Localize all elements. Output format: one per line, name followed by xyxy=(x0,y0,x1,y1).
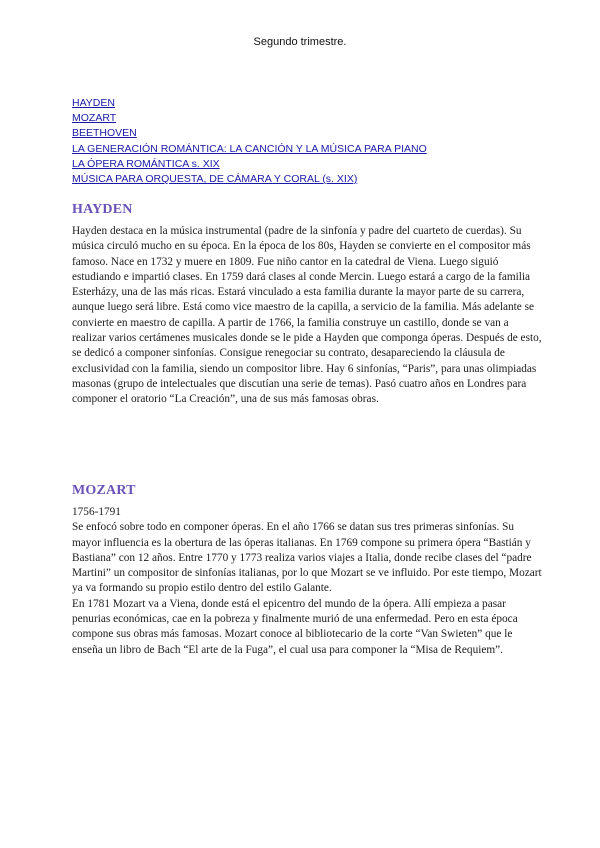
paragraph: Hayden destaca en la música instrumental (padre de la sinfonía y padre del cuarteto de cuerdas). Su música circuló mucho en su época. En la época de los 80s, Hayden se convierte en el compositor más famoso. Nace en 1732 y muere en 1809. Fue niño cantor en la catedral de Viena. Luego siguió estudiando e impartió clases. En 1759 dará clases al conde Mercin. Luego estará a cargo de la familia Esterházy, una de las más ricas. Estará vinculado a esta familia durante la mayor parte de su carrera, aunque luego será libre. Está como vice maestro de la capilla, a servicio de la familia. Más adelante se convierte en maestro de capilla. A partir de 1766, la familia construye un castillo, donde se van a realizar varios certámenes musicales donde se le pide a Hayden que componga óperas. Después de esto, se dedicó a componer sinfonías. Consigue renegociar su contrato, desapareciendo la cláusula de exclusividad con la familia, siendo un compositor libre. Hay 6 sinfonías, “Paris”, para unas olimpiadas masonas (grupo de intelectuales que discutían una serie de temas). Pasó cuatro años en Londres para componer el oratorio “La Creación”, una de sus más famosas obras. xyxy=(72,225,542,406)
page-header: Segundo trimestre. xyxy=(253,36,347,48)
toc-item xyxy=(72,96,427,111)
toc-item xyxy=(72,142,427,157)
toc-link-mozart[interactable]: MOZART xyxy=(72,112,117,125)
table-of-contents xyxy=(72,96,427,187)
toc-link-opera-romantica[interactable]: LA ÓPERA ROMÁNTICA s. XIX xyxy=(72,157,220,170)
section-title-mozart: MOZART xyxy=(72,483,136,498)
toc-item xyxy=(72,172,427,187)
paragraph: Se enfocó sobre todo en componer óperas. En el año 1766 se datan sus tres primeras sinfonías. Su mayor influencia es la obertura de las óperas italianas. En 1769 compone su primera ópera “Bastián y Bastiana” con 12 años. Entre 1770 y 1773 realiza varios viajes a Italia, donde recibe clases del “padre Martini” un compositor de sinfonías italianas, por lo que Mozart se ve influido. Por este tiempo, Mozart ya va formando su propio estilo dentro del estilo Galante. xyxy=(72,521,542,595)
dates-line: 1756-1791 xyxy=(72,506,121,518)
section-body-mozart xyxy=(72,505,542,658)
toc-link-musica-orquesta[interactable]: MÚSICA PARA ORQUESTA, DE CÁMARA Y CORAL (s. XIX) xyxy=(72,173,358,186)
section-title-hayden: HAYDEN xyxy=(72,202,133,217)
toc-item xyxy=(72,111,427,126)
toc-link-generacion-romantica[interactable]: LA GENERACIÓN ROMÁNTICA: LA CANCIÓN Y LA MÚSICA PARA PIANO xyxy=(72,142,427,155)
toc-item xyxy=(72,157,427,172)
paragraph: En 1781 Mozart va a Viena, donde está el epicentro del mundo de la ópera. Allí empieza a pasar penurias económicas, cae en la pobreza y finalmente murió de una enfermedad. Pero en esta época compone sus obras más famosas. Mozart conoce al bibliotecario de la corte “Van Swieten” que le enseña un libro de Bach “El arte de la Fuga”, el cual usa para componer la “Misa de Requiem”. xyxy=(72,597,518,656)
toc-link-beethoven[interactable]: BEETHOVEN xyxy=(72,127,137,140)
section-body-hayden xyxy=(72,224,542,408)
toc-link-hayden[interactable]: HAYDEN xyxy=(72,97,115,109)
toc-item xyxy=(72,126,427,141)
